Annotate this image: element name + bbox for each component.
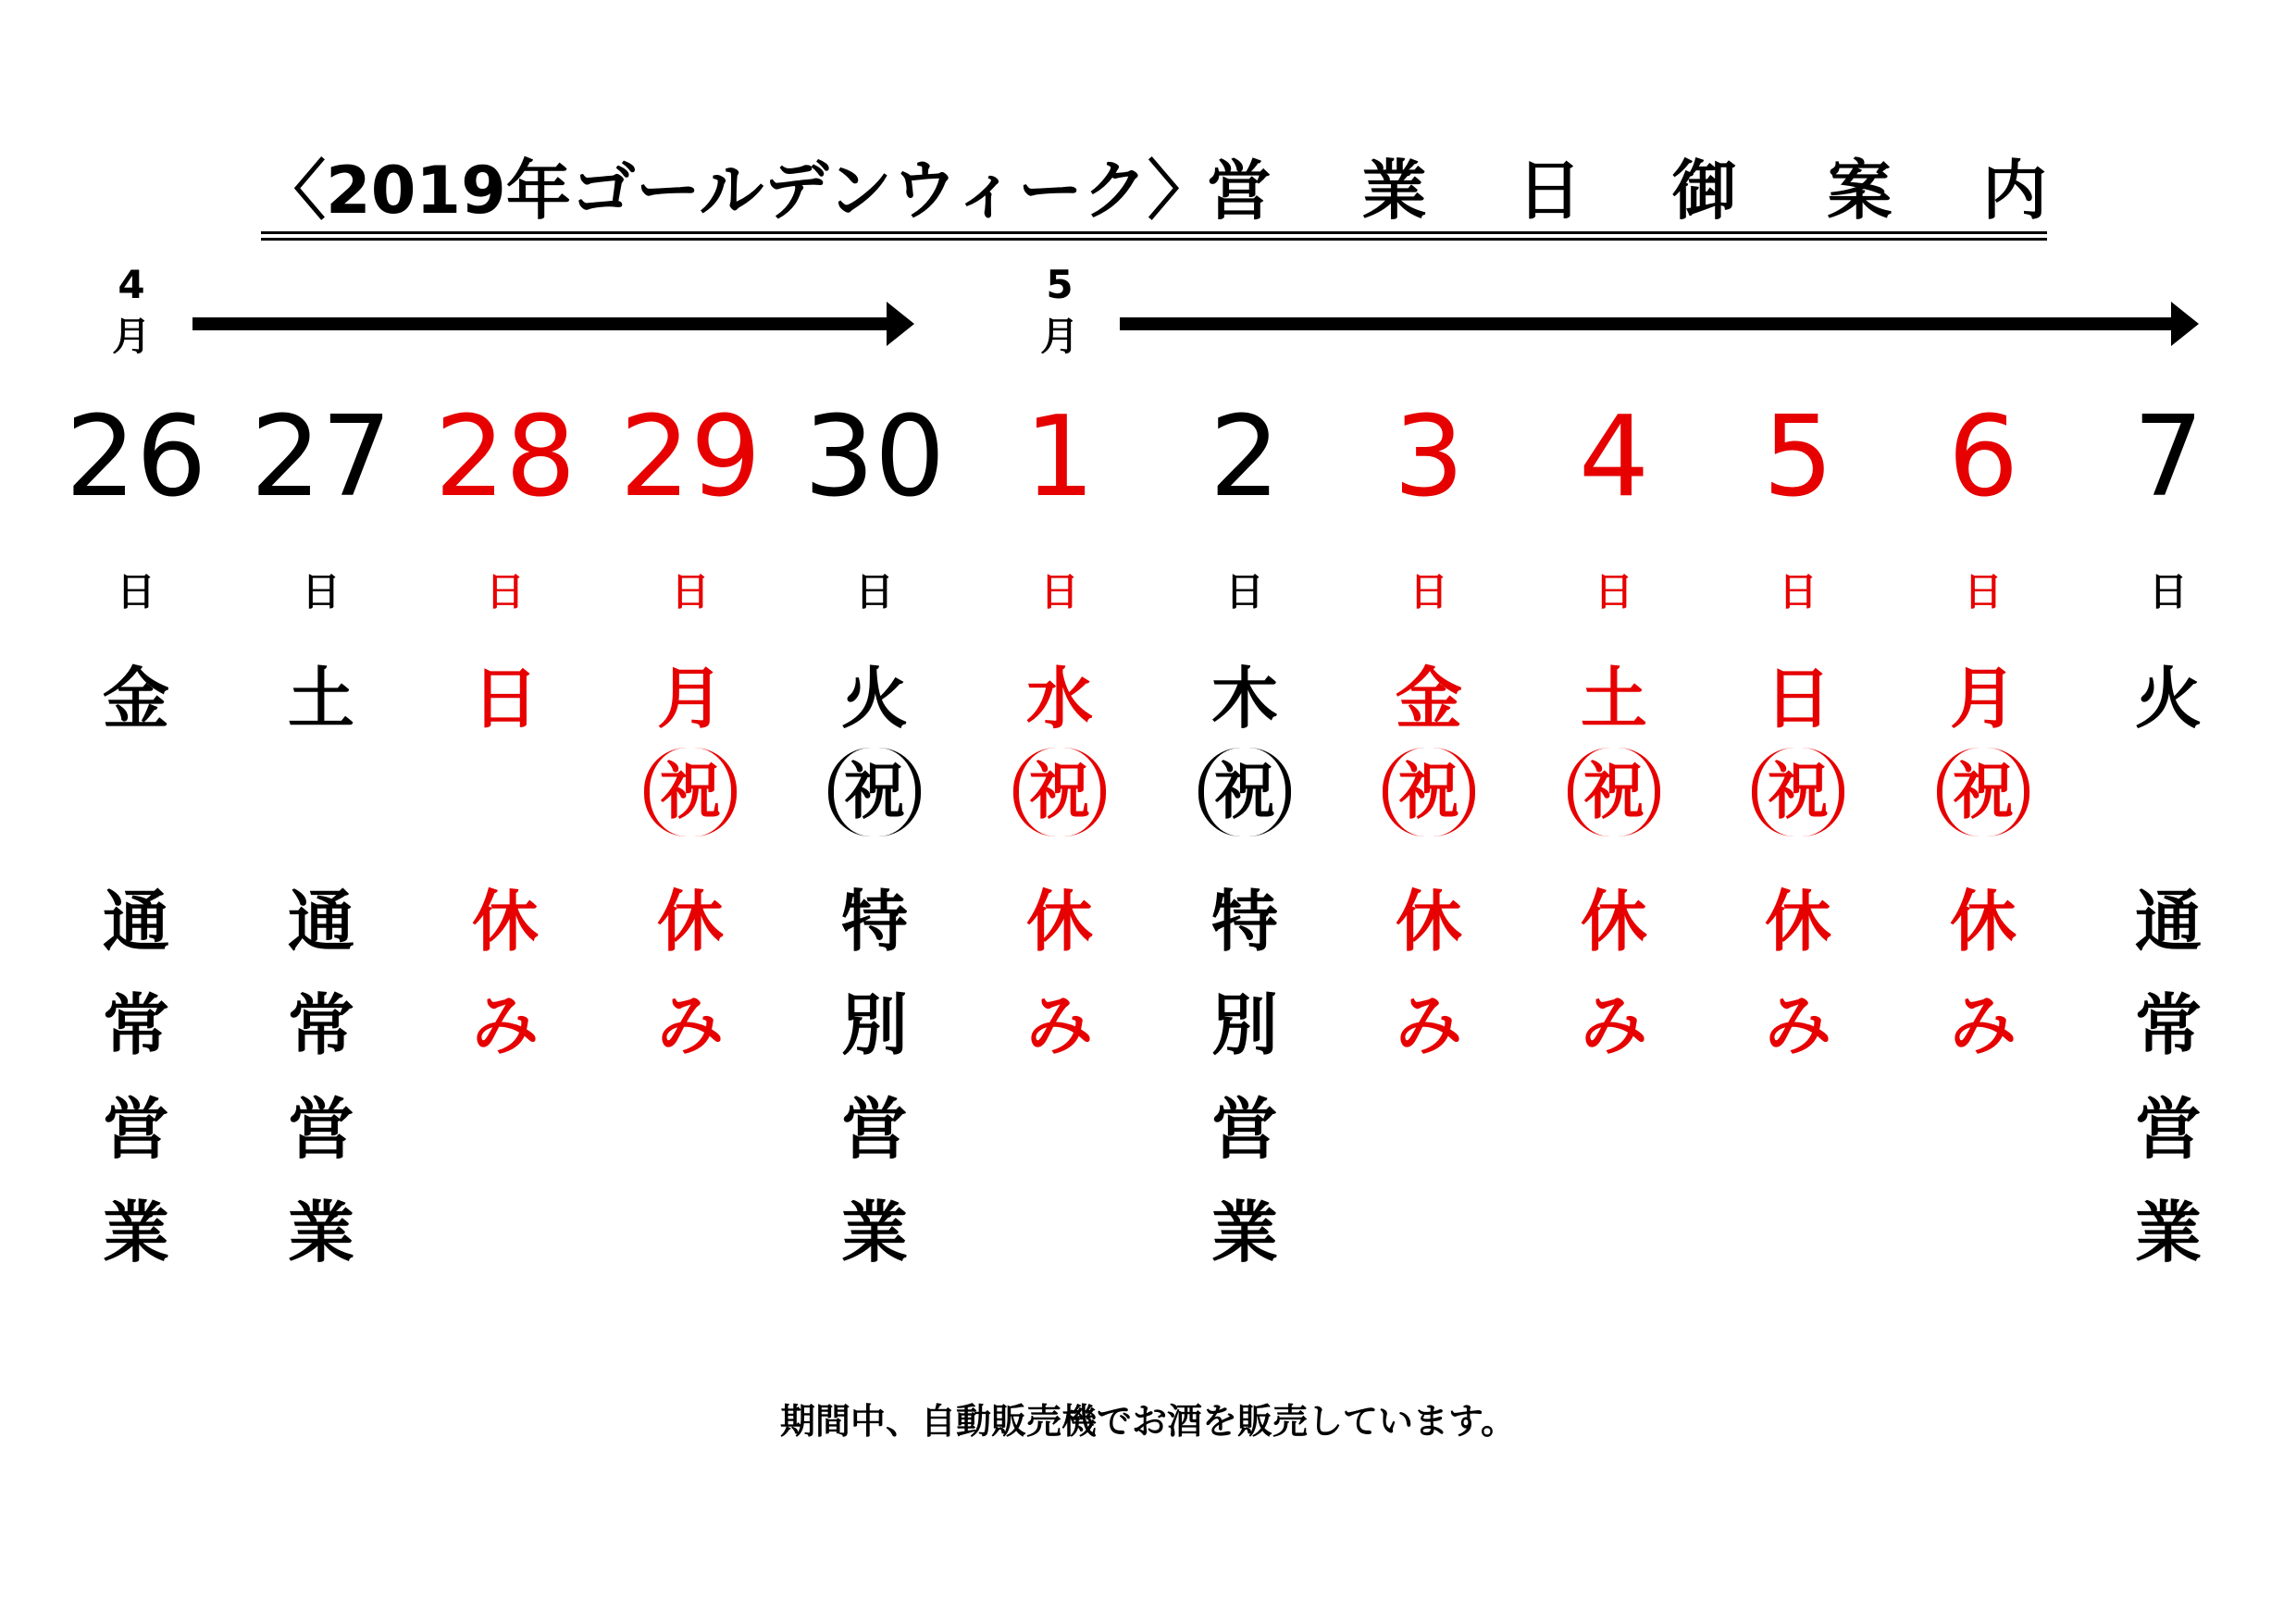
title-char: 営 <box>1207 153 1272 229</box>
business-status <box>1891 870 2076 1077</box>
status-char: み <box>1949 986 2017 1064</box>
month-number: 5 <box>1046 262 1074 307</box>
day-number: 5 <box>1762 393 1834 522</box>
business-status <box>1152 870 1337 1284</box>
status-char: 通 <box>287 883 354 960</box>
day-number: 28 <box>434 393 577 522</box>
day-column <box>967 393 1152 836</box>
day-unit: 日 <box>1963 569 2003 614</box>
status-char: 業 <box>287 1194 354 1271</box>
day-column <box>2076 393 2261 836</box>
status-char: 休 <box>1025 883 1093 960</box>
day-unit: 日 <box>301 569 341 614</box>
weekday: 水 <box>1025 660 1093 737</box>
day-number: 3 <box>1393 393 1465 522</box>
weekday: 木 <box>1210 660 1278 737</box>
day-number: 29 <box>619 393 762 522</box>
status-char: み <box>1395 986 1462 1064</box>
day-unit: 日 <box>2148 569 2188 614</box>
business-status <box>413 870 598 1077</box>
holiday-mark <box>2122 748 2215 836</box>
status-char: 別 <box>840 986 908 1064</box>
status-char: 別 <box>1210 986 1278 1064</box>
status-char: 営 <box>840 1090 908 1168</box>
weekday: 土 <box>1580 660 1647 737</box>
status-char: 通 <box>102 883 169 960</box>
day-unit: 日 <box>670 569 710 614</box>
title-char: 日 <box>1517 153 1582 229</box>
status-char: 休 <box>471 883 539 960</box>
day-column <box>1152 393 1337 836</box>
status-char: 通 <box>2134 883 2202 960</box>
day-unit: 日 <box>1409 569 1448 614</box>
day-unit: 日 <box>485 569 525 614</box>
day-unit: 日 <box>1778 569 1818 614</box>
footer-note: 期間中、自動販売機でお酒を販売しています。 <box>780 1401 1516 1442</box>
business-status <box>1336 870 1521 1077</box>
title-char: 内 <box>1981 153 2047 229</box>
business-status <box>1706 870 1891 1077</box>
status-char: 休 <box>1949 883 2017 960</box>
business-status <box>598 870 783 1077</box>
day-column <box>413 393 598 836</box>
holiday-mark: 祝 <box>1198 748 1291 836</box>
day-unit: 日 <box>1039 569 1079 614</box>
day-number: 6 <box>1947 393 2019 522</box>
day-column <box>1336 393 1521 836</box>
business-status <box>2076 870 2261 1284</box>
weekday: 月 <box>656 660 724 737</box>
weekday: 金 <box>1395 660 1462 737</box>
business-status <box>782 870 967 1284</box>
weekday: 火 <box>840 660 908 737</box>
holiday-mark: 祝 <box>828 748 921 836</box>
business-status <box>1521 870 1706 1077</box>
business-status <box>43 870 229 1284</box>
weekday: 日 <box>1764 660 1831 737</box>
status-char: 特 <box>1210 883 1278 960</box>
day-number: 1 <box>1024 393 1096 522</box>
status-char: み <box>1764 986 1831 1064</box>
status-char: 業 <box>1210 1194 1278 1271</box>
month-number: 4 <box>118 262 145 307</box>
status-char: 業 <box>102 1194 169 1271</box>
day-column <box>598 393 783 836</box>
weekday: 土 <box>287 660 354 737</box>
status-char: 営 <box>1210 1090 1278 1168</box>
weekday: 火 <box>2134 660 2202 737</box>
day-column <box>1521 393 1706 836</box>
day-column <box>43 393 229 836</box>
status-char: 休 <box>1764 883 1831 960</box>
page-title <box>261 139 2047 234</box>
day-column <box>1706 393 1891 836</box>
holiday-mark: 祝 <box>1383 748 1475 836</box>
status-char: 休 <box>1395 883 1462 960</box>
month-label-april <box>104 259 159 363</box>
status-char: み <box>1580 986 1647 1064</box>
status-char: 営 <box>287 1090 354 1168</box>
day-number: 4 <box>1578 393 1650 522</box>
status-char: 営 <box>2134 1090 2202 1168</box>
day-number: 27 <box>250 393 392 522</box>
status-char: 業 <box>2134 1194 2202 1271</box>
day-number: 26 <box>65 393 207 522</box>
holiday-mark: 祝 <box>644 748 737 836</box>
title-char: 業 <box>1361 153 1427 229</box>
april-arrow <box>192 317 888 330</box>
day-unit: 日 <box>1594 569 1633 614</box>
title-heading <box>1207 139 2047 232</box>
status-char: 常 <box>102 986 169 1064</box>
holiday-mark: 祝 <box>1937 748 2029 836</box>
day-unit: 日 <box>116 569 155 614</box>
holiday-mark <box>275 748 367 836</box>
status-char: 常 <box>287 986 354 1064</box>
status-char: み <box>1025 986 1093 1064</box>
status-char: 常 <box>2134 986 2202 1064</box>
status-char: 特 <box>840 883 908 960</box>
business-status <box>229 870 414 1284</box>
holiday-mark: 祝 <box>1013 748 1106 836</box>
holiday-mark: 祝 <box>1752 748 1844 836</box>
status-char: 業 <box>840 1194 908 1271</box>
day-column <box>229 393 414 836</box>
status-char: み <box>656 986 724 1064</box>
day-number: 7 <box>2132 393 2204 522</box>
day-column <box>1891 393 2076 836</box>
month-unit: 月 <box>111 314 151 359</box>
status-char: 休 <box>656 883 724 960</box>
title-char: 案 <box>1827 153 1893 229</box>
status-char: 営 <box>102 1090 169 1168</box>
weekday: 日 <box>471 660 539 737</box>
day-number: 2 <box>1209 393 1281 522</box>
business-status <box>967 870 1152 1077</box>
holiday-mark: 祝 <box>1568 748 1660 836</box>
title-char: 御 <box>1671 153 1737 229</box>
title-period: 〈2019年ゴールデンウィーク〉 <box>261 153 1212 229</box>
status-char: み <box>471 986 539 1064</box>
month-unit: 月 <box>1039 314 1079 359</box>
day-unit: 日 <box>1224 569 1264 614</box>
holiday-mark <box>90 748 182 836</box>
holiday-mark <box>459 748 552 836</box>
month-label-may <box>1032 259 1087 363</box>
may-arrow <box>1120 317 2173 330</box>
day-column <box>782 393 967 836</box>
day-number: 30 <box>803 393 946 522</box>
status-char: 休 <box>1580 883 1647 960</box>
weekday: 金 <box>102 660 169 737</box>
weekday: 月 <box>1949 660 2017 737</box>
day-unit: 日 <box>854 569 894 614</box>
